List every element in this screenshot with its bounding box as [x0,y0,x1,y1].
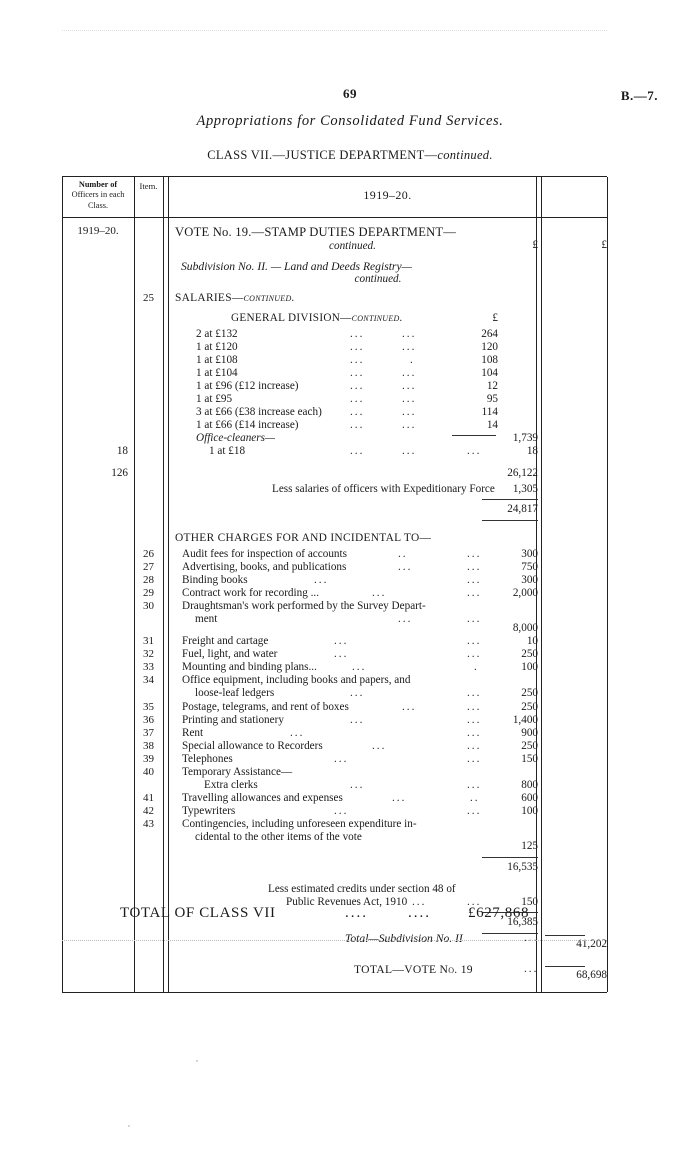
general-division-pound-symbol: £ [492,312,498,324]
less-expeditionary-label: Less salaries of officers with Expeditionary Force [272,483,495,495]
charge-desc: Printing and stationery [182,714,284,726]
charge-amount: 8,000 [512,622,538,634]
year-column-heading: 1919–20. [363,188,412,202]
salary-row-dots: ... [350,380,365,392]
charge-amount: 1,400 [512,714,538,726]
class-heading-suffix: continued. [437,148,493,162]
charge-dots: . [474,661,479,673]
charge-dots: ... [467,548,482,560]
salaries-heading-cont: continued. [243,292,295,304]
charge-dots: ... [352,661,367,673]
salary-row-dots: ... [402,380,417,392]
gross-salaries-total: 26,122 [507,467,538,479]
salary-row-dots: ... [350,341,365,353]
charge-dots: ... [467,714,482,726]
officers-count-126: 126 [111,467,128,479]
charge-desc: Postage, telegrams, and rent of boxes [182,701,349,713]
charge-dots: ... [350,714,365,726]
salaries-heading [175,292,295,305]
subdivision-heading: Subdivision No. II. — Land and Deeds Registry— [181,260,412,273]
salary-row-amount: 14 [486,419,498,431]
appropriations-table [62,176,607,993]
charge-dots: ... [350,687,365,699]
class-total-dots-1: .... [345,905,368,921]
charge-dots: ... [392,792,407,804]
item-number-25: 25 [143,292,154,304]
salary-row-desc: 1 at £95 [196,393,233,405]
office-cleaners-dots: ... [350,445,365,457]
class-heading [0,148,700,163]
less-credits-dots: ... [467,896,482,908]
table-rule-right [607,177,608,992]
less-credits-dots: ... [412,896,427,908]
document-reference: B.—7. [620,88,658,103]
salary-row-dots: ... [402,341,417,353]
less-credits-line2: Public Revenues Act, 1910 [286,896,408,908]
charge-desc: Advertising, books, and publications [182,561,347,573]
salary-row-dots: ... [402,406,417,418]
office-cleaners-dots: ... [467,445,482,457]
item-number: 30 [143,600,154,612]
charge-dots: ... [290,727,305,739]
salary-row-desc: 1 at £120 [196,341,238,353]
charge-dots: ... [467,753,482,765]
vote-heading: VOTE No. 19.—STAMP DUTIES DEPARTMENT— [175,225,457,239]
item-number: 35 [143,701,154,713]
charge-amount: 2,000 [512,587,538,599]
salary-row-amount: 120 [481,341,498,353]
top-dotted-rule [62,30,607,31]
pound-symbol-right: £ [601,239,607,251]
charge-dots: ... [467,613,482,625]
charge-desc-line2: cidental to the other items of the vote [195,831,362,843]
other-charges-total: 16,535 [507,861,538,873]
item-number: 27 [143,561,154,573]
total-vote-label: TOTAL—VOTE No. 19 [354,963,473,976]
charge-desc: Fuel, light, and water [182,648,278,660]
charge-dots: ... [467,687,482,699]
charge-dots: ... [467,727,482,739]
salary-row-desc: 1 at £104 [196,367,238,379]
item-number: 31 [143,635,154,647]
item-number: 34 [143,674,154,686]
charge-dots: ... [467,805,482,817]
charge-desc: Temporary Assistance— [182,766,293,778]
page-speck [128,1125,130,1127]
total-subdivision-dots: ... [524,932,539,944]
item-number: 33 [143,661,154,673]
general-division-heading [231,312,403,325]
total-vote-rule [545,966,585,967]
salary-row-dots: ... [350,406,365,418]
item-number: 32 [143,648,154,660]
net-salaries-total: 24,817 [507,503,538,515]
salary-row-dots: ... [402,328,417,340]
table-body [62,218,607,928]
item-number: 43 [143,818,154,830]
charge-amount: 10 [526,635,538,647]
subdivision-heading-continued: continued. [354,273,402,285]
salary-row-dots: ... [402,393,417,405]
salary-row-amount: 104 [481,367,498,379]
class-total-label: TOTAL OF CLASS VII [120,905,276,921]
pound-symbol-left: £ [532,239,538,251]
page-title: Appropriations for Consolidated Fund Services. [196,113,504,129]
charge-amount: 250 [521,701,538,713]
charge-amount: 250 [521,687,538,699]
item-number: 36 [143,714,154,726]
other-charges-heading: OTHER CHARGES FOR AND INCIDENTAL TO— [175,532,432,544]
charge-desc: Typewriters [182,805,236,817]
charge-dots: ... [402,701,417,713]
charge-amount: 100 [521,805,538,817]
class-heading-prefix: CLASS VII.—JUSTICE DEPARTMENT— [207,148,438,162]
charge-desc-line2: loose-leaf ledgers [195,687,275,699]
item-number: 40 [143,766,154,778]
item-column-heading: Item. [139,181,158,191]
charge-dots: ... [467,740,482,752]
total-vote-amount: 68,698 [576,969,607,981]
salary-row-desc: 1 at £66 (£14 increase) [196,419,299,431]
item-number: 38 [143,740,154,752]
charge-dots: ... [467,574,482,586]
other-charges-net: 16,385 [507,916,538,928]
charge-dots: ... [467,587,482,599]
charge-dots: ... [398,613,413,625]
salary-row-amount: 264 [481,328,498,340]
charge-amount: 125 [521,840,538,852]
charge-dots: ... [372,587,387,599]
table-column-headings [62,177,607,218]
salary-row-dots: ... [350,354,365,366]
charge-desc: Travelling allowances and expenses [182,792,343,804]
salary-row-amount: 12 [486,380,498,392]
charge-dots: ... [467,648,482,660]
charge-desc: Mounting and binding plans... [182,661,317,673]
charge-dots: .. [398,548,408,560]
charge-amount: 600 [521,792,538,804]
charge-amount: 300 [521,548,538,560]
less-credits-amount: 150 [521,896,538,908]
salary-subtotal: 1,739 [512,432,538,444]
office-cleaners-heading: Office-cleaners— [196,432,275,444]
bottom-dotted-rule [62,940,607,941]
charge-dots: ... [350,779,365,791]
class-total-dots-2: .... [408,905,431,921]
item-number: 42 [143,805,154,817]
salary-row-dots: ... [350,367,365,379]
item-number: 28 [143,574,154,586]
officers-count-18: 18 [116,445,128,457]
page-speck [196,1060,198,1062]
officers-head-line3: Class. [87,200,109,210]
charge-desc: Telephones [182,753,233,765]
salary-row-dots: ... [350,419,365,431]
charge-desc: Draughtsman's work performed by the Survey Depart- [182,600,426,612]
general-division-cont: continued. [351,312,403,324]
net-salaries-rule-bottom [482,520,538,521]
charge-dots: .. [470,792,480,804]
charge-desc: Special allowance to Recorders [182,740,323,752]
charge-amount: 250 [521,740,538,752]
charge-dots: ... [467,635,482,647]
item-number: 37 [143,727,154,739]
charge-amount: 250 [521,648,538,660]
officers-head-line2: Officers in each [71,190,125,200]
net-salaries-rule [482,499,538,500]
salary-row-desc: 3 at £66 (£38 increase each) [196,406,322,418]
general-division-text: GENERAL DIVISION— [231,312,352,324]
charge-amount: 800 [521,779,538,791]
salary-row-dots: . [410,354,415,366]
charge-dots: ... [334,753,349,765]
total-vote-dots: ... [524,963,539,975]
vote-heading-continued: continued. [329,240,376,252]
charge-desc: Office equipment, including books and papers, and [182,674,411,686]
item-number: 41 [143,792,154,804]
charge-desc: Contingencies, including unforeseen expenditure in- [182,818,417,830]
other-charges-total-rule [482,857,538,858]
office-cleaners-desc: 1 at £18 [209,445,246,457]
office-cleaners-dots: ... [402,445,417,457]
salary-row-desc: 1 at £96 (£12 increase) [196,380,299,392]
salary-row-amount: 95 [486,393,498,405]
charge-dots: ... [372,740,387,752]
salary-row-dots: ... [350,393,365,405]
salary-row-amount: 108 [481,354,498,366]
item-number: 29 [143,587,154,599]
charge-dots: ... [467,779,482,791]
salary-row-dots: ... [402,367,417,379]
charge-desc-line2: Extra clerks [204,779,258,791]
charge-desc: Binding books [182,574,248,586]
salary-row-amount: 114 [481,406,498,418]
charge-desc: Freight and cartage [182,635,269,647]
charge-dots: ... [467,561,482,573]
total-subdivision-label: Total—Subdivision No. II [345,932,463,945]
charge-desc: Audit fees for inspection of accounts [182,548,347,560]
page-number: 69 [343,86,357,101]
officers-year-label: 1919–20. [77,225,119,237]
salary-row-dots: ... [402,419,417,431]
salary-row-desc: 2 at £132 [196,328,238,340]
salary-row-dots: ... [350,328,365,340]
charge-dots: ... [398,561,413,573]
charge-amount: 150 [521,753,538,765]
less-credits-line1: Less estimated credits under section 48 of [268,883,456,895]
charge-dots: ... [334,805,349,817]
item-number: 26 [143,548,154,560]
class-total-amount: £627,868 [468,905,530,921]
charge-dots: ... [334,635,349,647]
salary-row-desc: 1 at £108 [196,354,238,366]
totals-block [62,920,607,992]
total-subdivision-rule [545,935,585,936]
officers-column-heading [62,180,134,211]
charge-amount: 100 [521,661,538,673]
officers-head-line1: Number of [78,180,118,189]
office-cleaners-amount: 18 [526,445,538,457]
charge-dots: ... [334,648,349,660]
total-subdivision-amount: 41,202 [576,938,607,950]
charge-desc: Rent [182,727,204,739]
page-header [0,86,700,104]
salaries-heading-text: SALARIES— [175,292,244,304]
charge-amount: 900 [521,727,538,739]
charge-amount: 750 [521,561,538,573]
charge-dots: ... [467,701,482,713]
charge-dots: ... [314,574,329,586]
charge-desc-line2: ment [195,613,218,625]
charge-amount: 300 [521,574,538,586]
charge-desc: Contract work for recording ... [182,587,320,599]
item-number: 39 [143,753,154,765]
less-expeditionary-amount: 1,305 [512,483,538,495]
